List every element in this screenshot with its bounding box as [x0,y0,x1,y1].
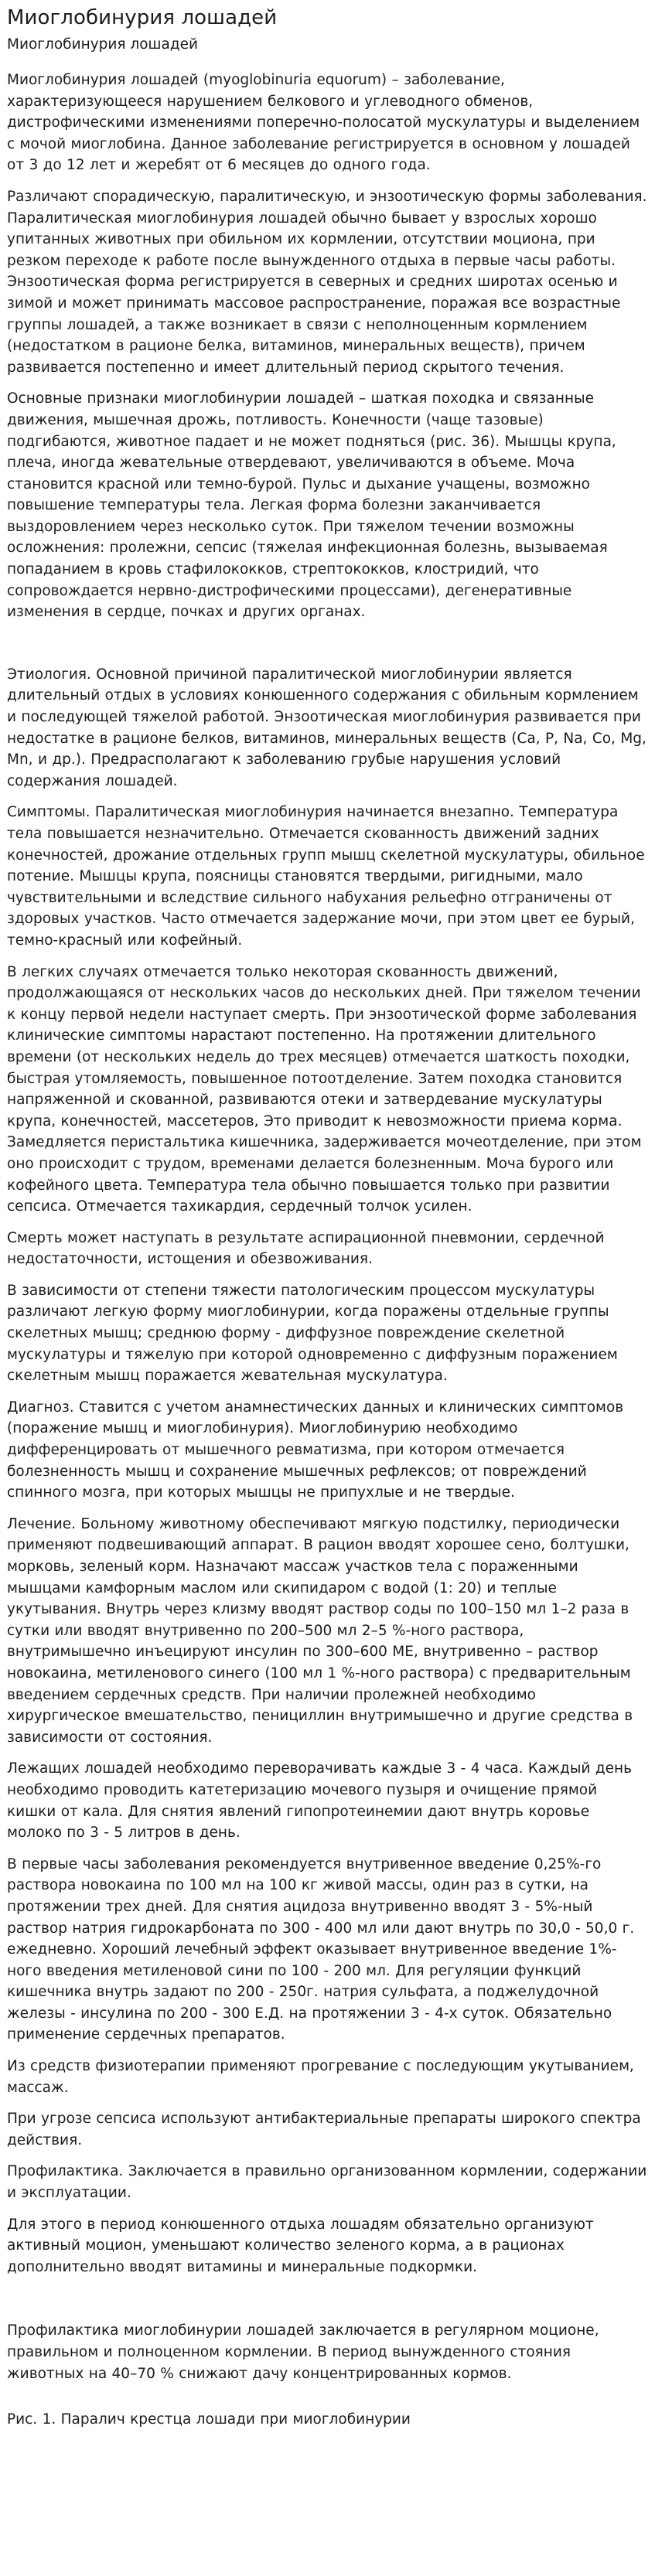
page-subtitle: Миоглобинурия лошадей [7,36,199,53]
paragraph-prevention-summary: Профилактика миоглобинурии лошадей заключается в регулярном моционе, правильном и полноценном кормлении. В период вынужденного стояния животных на 40–70 % снижают дачу концентрированных кормов. [7,2322,599,2382]
paragraph-forms: Различают спорадическую, паралитическую, и энзоотическую формы заболевания. Паралитическая миоглобинурия лошадей обычно бывает у взрослых хорошо упитанных животных при обильном их кормлении, отсутствии моциона, при резком переходе к работе после вынужденного отдыха в первые часы работы. Энзоотическая форма регистрируется в северных и средних широтах осенью и зимой и может принимать массовое распространение, поражая все возрастные группы лошадей, а также возникает в связи с неполноценным кормлением (недостатком в рационе белка, витаминов, минеральных веществ), причем развивается постепенно и имеет длительный период скрытого течения. [7,188,647,376]
paragraph-symptoms: Симптомы. Паралитическая миоглобинурия начинается внезапно. Температура тела повышается незначительно. Отмечается скованность движений задних конечностей, дрожание отдельных групп мышц скелетной мускулатуры, обильное потение. Мышцы крупа, поясницы становятся твердыми, ригидными, мало чувствительными и вследствие сильного набухания рельефно отграничены от здоровых участков. Часто отмечается задержание мочи, при этом цвет ее бурый, темно-красный или кофейный. [7,804,645,949]
paragraph-treatment: Лечение. Больному животному обеспечивают мягкую подстилку, периодически применяют подвешивающий аппарат. В рацион вводят хорошее сено, болтушки, морковь, зеленый корм. Назначают массаж участков тела с пораженными мышцами камфорным маслом или скипидаром с водой (1: 20) и теплые укутывания. Внутрь через клизму вводят раствор соды по 100–150 мл 1–2 раза в сутки или вводят внутривенно по 200–500 мл 2–5 %-ного раствора, внутримышечно инъецируют инсулин по 300–600 МЕ, внутривенно – раствор новокаина, метиленового синего (100 мл 1 %-ного раствора) с предварительным введением сердечных средств. При наличии пролежней необходимо хирургическое вмешательство, пенициллин внутримышечно и другие средства в зависимости от состояния. [7,1515,633,1746]
paragraph-sepsis: При угрозе сепсиса используют антибактериальные препараты широкого спектра действия. [7,2111,641,2148]
spacer [7,633,647,664]
paragraph-care: Лежащих лошадей необходимо переворачивать каждые 3 - 4 часа. Каждый день необходимо проводить катетеризацию мочевого пузыря и очищение прямой кишки от кала. Для снятия явлений гипопротеинемии дают внутрь коровье молоко по 3 - 5 литров в день. [7,1760,632,1842]
page-title: Миоглобинурия лошадей [7,6,278,29]
paragraph-exercise: Для этого в период конюшенного отдыха лошадям обязательно организуют активный моцион, уменьшают количество зеленого корма, а в рационах дополнительно вводят витамины и минеральные подкормки. [7,2216,594,2275]
paragraph-signs: Основные признаки миоглобинурии лошадей – шаткая походка и связанные движения, мышечная дрожь, потливость. Конечности (чаще тазовые) подгибаются, животное падает и не может подняться (рис. 36). Мышцы крупа, плеча, иногда жевательные отвердевают, увеличиваются в объеме. Моча становится красной или темно-бурой. Пульс и дыхание учащены, возможно повышение температуры тела. Легкая форма болезни заканчивается выздоровлением через несколько суток. При тяжелом течении возможны осложнения: пролежни, сепсис (тяжелая инфекционная болезнь, вызываемая попаданием в кровь стафилококков, стрептококков, клостридий, что сопровождается нервно-дистрофическими процессами), дегенеративные изменения в сердце, почках и других органах. [7,390,616,621]
paragraph-physiotherapy: Из средств физиотерапии применяют прогревание с последующим укутыванием, массаж. [7,2058,634,2096]
paragraph-early-treatment: В первые часы заболевания рекомендуется внутривенное введение 0,25%-го раствора новокаина по 100 мл на 100 кг живой массы, один раз в сутки, на протяжении трех дней. Для снятия ацидоза внутривенно вводят 3 - 5%-ный раствор натрия гидрокарбоната по 300 - 400 мл или дают внутрь по 30,0 - 50,0 г. ежедневно. Хороший лечебный эффект оказывает внутривенное введение 1%-ного введения метиленовой сини по 100 - 200 мл. Для регуляции функций кишечника внутрь задают по 200 - 250г. натрия сульфата, а поджелудочной железы - инсулина по 200 - 300 Е.Д. на протяжении 3 - 4-х суток. Обязательно применение сердечных препаратов. [7,1855,635,2043]
paragraph-prevention: Профилактика. Заключается в правильно организованном кормлении, содержании и эксплуатации. [7,2163,647,2202]
paragraph-course: В легких случаях отмечается только некоторая скованность движений, продолжающаяся от нескольких часов до нескольких дней. При тяжелом течении к концу первой недели наступает смерть. При энзоотической форме заболевания клинические симптомы нарастают постепенно. На протяжении длительного времени (от нескольких недель до трех месяцев) отмечается шаткость походки, быстрая утомляемость, повышенное потоотделение. Затем походка становится напряженной и скованной, развиваются отеки и затвердевание мускулатуры крупа, конечностей, массетеров, Это приводит к невозможности приема корма. Замедляется перистальтика кишечника, задерживается мочеотделение, при этом оно происходит с трудом, временами делается болезненным. Моча бурого или кофейного цвета. Температура тела обычно повышается только при развитии сепсиса. Отмечается тахикардия, сердечный толчок усилен. [7,963,642,1215]
paragraph-diagnosis: Диагноз. Ставится с учетом анамнестических данных и клинических симптомов (поражение мышц и миоглобинурия). Миоглобинурию необходимо дифференцировать от мышечного ревматизма, при котором отмечается болезненность мышц и сохранение мышечных рефлексов; от повреждений спинного мозга, при которых мышцы не припухлые и не твердые. [7,1399,624,1501]
paragraph-intro: Миоглобинурия лошадей (myoglobinuria equorum) – заболевание, характеризующееся нарушением белкового и углеводного обменов, дистрофическими изменениями поперечно-полосатой мускулатуры и выделением с мочой миоглобина. Данное заболевание регистрируется в основном у лошадей от 3 до 12 лет и жеребят от 6 месяцев до одного года. [7,72,640,174]
spacer [7,2288,647,2320]
figure-caption: Рис. 1. Паралич крестца лошади при миоглобинурии [7,2411,411,2428]
paragraph-etiology: Этиология. Основной причиной паралитической миоглобинурии является длительный отдых в условиях конюшенного содержания с обильным кормлением и последующей тяжелой работой. Энзоотическая миоглобинурия развивается при недостатке в рационе белков, витаминов, минеральных веществ (Ca, P, Na, Co, Mg, Mn, и др.). Предрасполагают к заболеванию грубые нарушения условий содержания лошадей. [7,666,646,789]
paragraph-severity: В зависимости от степени тяжести патологическим процессом мускулатуры различают легкую форму миоглобинурии, когда поражены отдельные группы скелетных мышц; среднюю форму - диффузное повреждение скелетной мускулатуры и тяжелую при которой одновременно с диффузным поражением скелетным мышц поражается жевательная мускулатура. [7,1282,618,1385]
paragraph-death: Смерть может наступать в результате аспирационной пневмонии, сердечной недостаточности, истощения и обезвоживания. [7,1229,605,1268]
